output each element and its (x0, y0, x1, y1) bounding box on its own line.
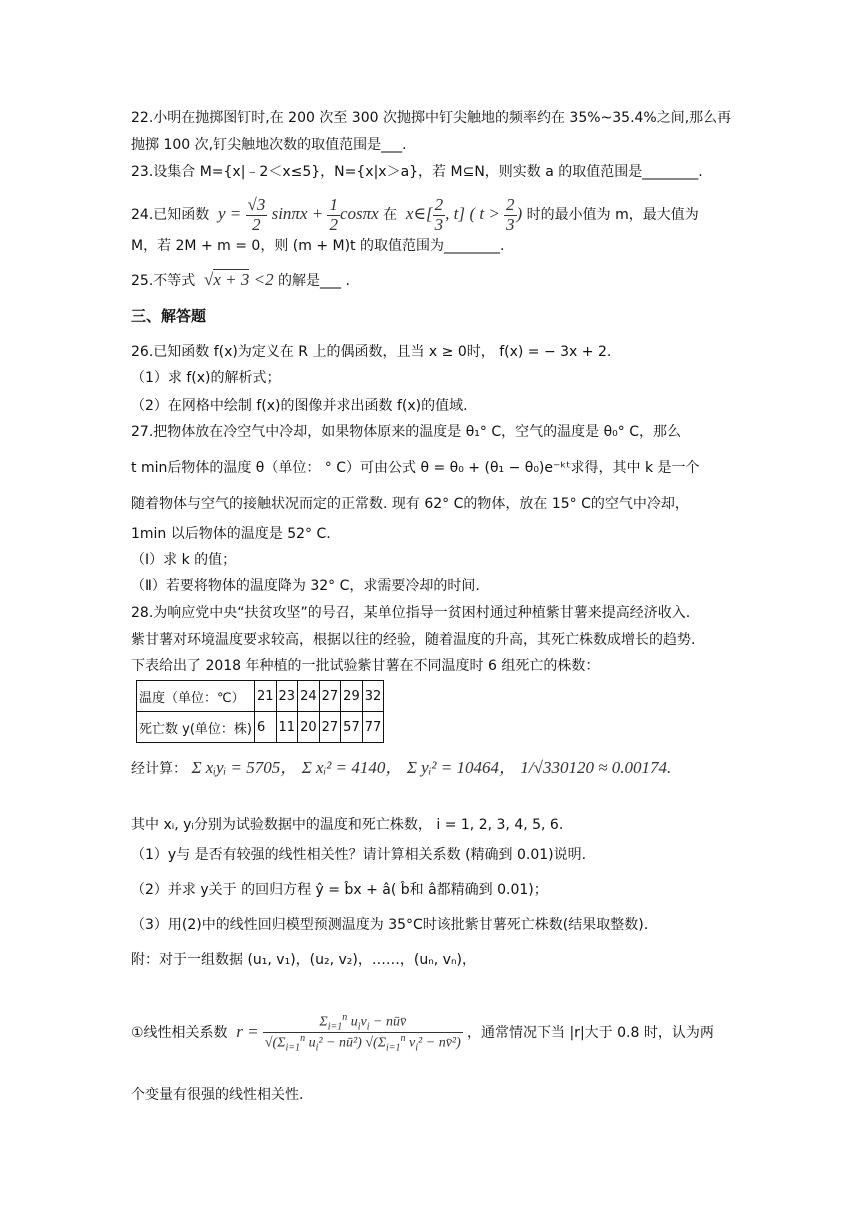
q26-part1: （1）求 f(x)的解析式； (131, 370, 281, 386)
q28-formula-label: ①线性相关系数 (131, 1024, 228, 1041)
q26-part2: （2）在网格中绘制 f(x)的图像并求出函数 f(x)的值域. (131, 398, 468, 414)
q27-line3: 随着物体与空气的接触状况而定的正常数. 现有 62° C的物体，放在 15° C的空气中冷却， (131, 496, 689, 512)
table-cell: 24 (298, 681, 320, 712)
q28-appendix: 附：对于一组数据 (u₁, v₁)，(u₂, v₂)，……，(uₙ, vₙ)， (131, 952, 477, 968)
q23-text: 23.设集合 M={x|﹣2＜x≤5}，N={x|x＞a}，若 M⊆N，则实数 a 的取值范围是________. (131, 164, 703, 180)
q24-condition: ( t > $\frac{2}{3}$ ) (469, 195, 523, 234)
q28-part3: （3）用(2)中的线性回归模型预测温度为 35°C时该批紫甘薯死亡株数(结果取整数). (131, 917, 649, 933)
q28-part1: （1）y与 是否有较强的线性相关性？请计算相关系数 (精确到 0.01)说明. (131, 847, 587, 863)
q28-sum2: Σ xᵢ² = 4140， (301, 758, 403, 777)
q24-line1 (131, 196, 699, 234)
q28-calc-line (131, 758, 671, 779)
table-cell: 29 (341, 681, 363, 712)
q27-line4: 1min 以后物体的温度是 52° C. (131, 526, 331, 542)
q24-function: y = $\frac{√3}{2}$ sinπx + $\frac{1}{2}$ cosπx (213, 195, 379, 234)
q24-mid: 在 (383, 207, 398, 224)
q25-prefix: 25.不等式 (131, 273, 196, 289)
section-title: 三、解答题 (131, 307, 207, 325)
table-cell: 27 (319, 681, 341, 712)
q28-where: 其中 xᵢ, yᵢ分别为试验数据中的温度和死亡株数， i = 1, 2, 3, 4, 5, 6. (131, 817, 564, 833)
table-row-temperature (137, 681, 384, 712)
table-cell: 23 (276, 681, 298, 712)
q24-interval: x∈[ $\frac{2}{3}$ , t] (401, 195, 465, 234)
q27-part2: （Ⅱ）若要将物体的温度降为 32° C，求需要冷却的时间. (131, 578, 480, 594)
q28-line1: 28.为响应党中央“扶贫攻坚”的号召，某单位指导一贫困村通过种植紫甘薯来提高经济收入. (131, 605, 691, 621)
q22-line1: 22.小明在抛掷图钉时,在 200 次至 300 次抛掷中钉尖触地的频率约在 35%~35.4%之间,那么再 (131, 110, 732, 126)
table-cell: 6 (254, 712, 276, 743)
q28-part2: （2）并求 y关于 的回归方程 ŷ = b̂x + â( b̂和 â都精确到 0.01)； (131, 882, 548, 898)
table-row-deaths (137, 712, 384, 743)
q22-line2: 抛掷 100 次,钉尖触地次数的取值范围是___. (131, 137, 407, 153)
q28-sum3: Σ yᵢ² = 10464， (406, 758, 516, 777)
table-cell: 27 (319, 712, 341, 743)
table-label-deaths: 死亡数 y(单位：株) (137, 712, 255, 743)
q25-line (131, 270, 350, 291)
q25-suffix: 的解是___ . (278, 273, 350, 289)
q26-line1: 26.已知函数 f(x)为定义在 R 上的偶函数，且当 x ≥ 0时， f(x) = − 3x + 2. (131, 344, 612, 360)
table-cell: 57 (341, 712, 363, 743)
q28-calc-prefix: 经计算： (131, 761, 187, 777)
table-cell: 21 (254, 681, 276, 712)
correlation-formula: r = $\frac{\Sigma_{i=1}^n u_iv_i - nūv̄}{√(\Sigma_{i=1}^n u_i^2 - nū^2) √(\Sigma_{i=1}^n v_i^2 - nv̄^2)}$ (232, 1012, 461, 1054)
table-cell: 11 (276, 712, 298, 743)
table-cell: 77 (362, 712, 384, 743)
q28-formula-line (131, 1012, 714, 1054)
q27-part1: （Ⅰ）求 k 的值； (131, 552, 237, 568)
q28-formula-tail: ，通常情况下当 |r|大于 0.8 时，认为两 (467, 1024, 714, 1041)
q27-line2: t min后物体的温度 θ（单位： ° C）可由公式 θ = θ₀ + (θ₁ − θ₀)e⁻ᵏᵗ求得，其中 k 是一个 (131, 460, 700, 476)
q24-rest: 时的最小值为 m，最大值为 (526, 207, 699, 224)
q24-prefix: 24.已知函数 (131, 207, 210, 224)
q28-line2: 紫甘薯对环境温度要求较高，根据以往的经验，随着温度的升高，其死亡株数成增长的趋势. (131, 632, 696, 648)
q28-frac: 1/√330120 ≈ 0.00174. (520, 758, 672, 777)
table-label-temperature: 温度（单位：℃） (137, 681, 255, 712)
q28-last-line: 个变量有很强的线性相关性. (131, 1087, 304, 1103)
q27-line1: 27.把物体放在冷空气中冷却，如果物体原来的温度是 θ₁° C，空气的温度是 θ₀° C，那么 (131, 424, 681, 440)
table-cell: 20 (298, 712, 320, 743)
q24-line2: M，若 2M + m = 0，则 (m + M)t 的取值范围为________. (131, 238, 505, 254)
data-table (136, 680, 384, 743)
table-cell: 32 (362, 681, 384, 712)
q25-expression: √x + 3 <2 (199, 270, 274, 289)
q28-sum1: Σ xᵢyᵢ = 5705， (191, 758, 298, 777)
q28-line3: 下表给出了 2018 年种植的一批试验紫甘薯在不同温度时 6 组死亡的株数： (131, 658, 600, 674)
